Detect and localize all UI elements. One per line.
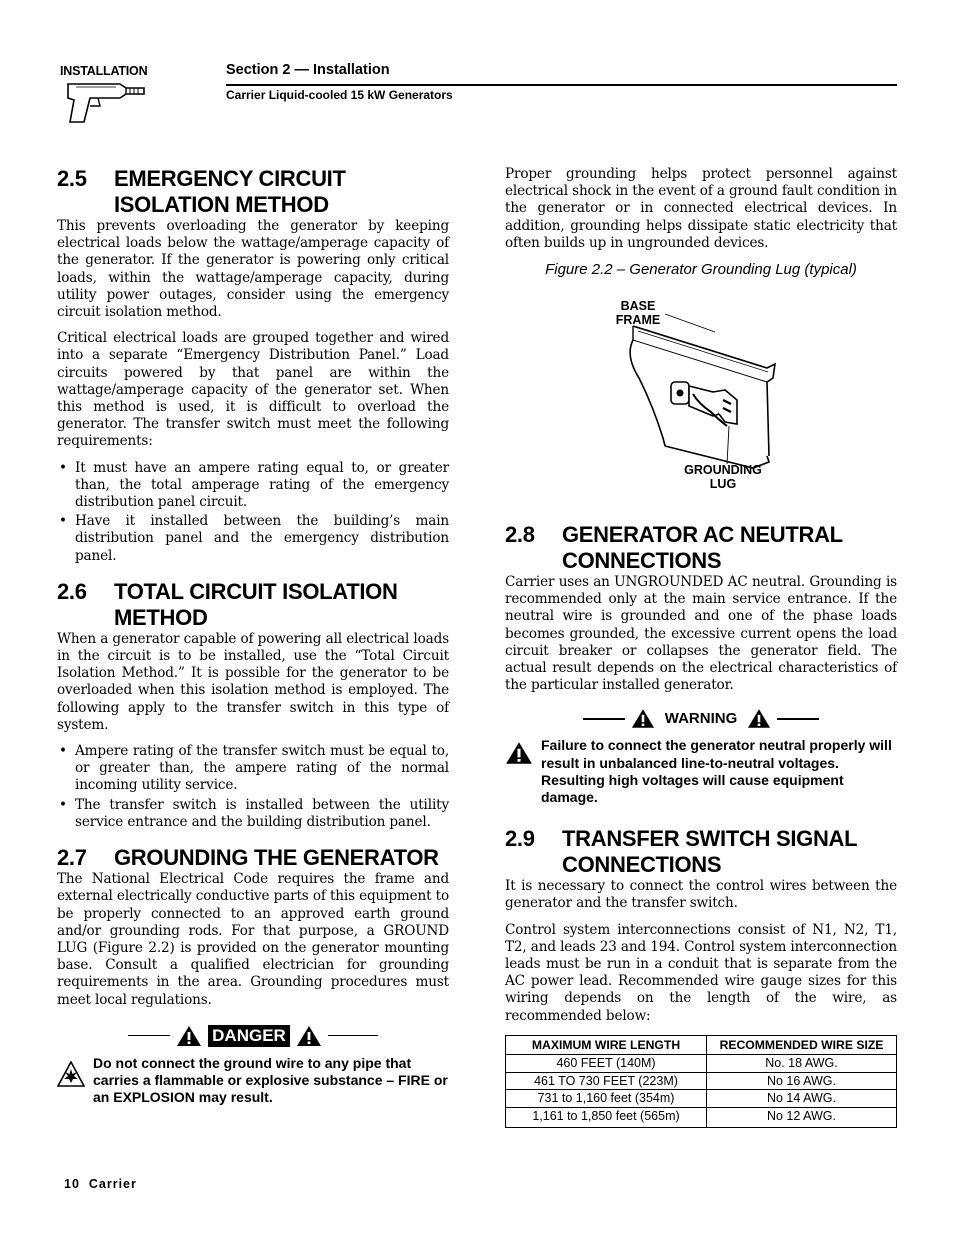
logo-text: INSTALLATION [60,64,148,78]
left-column [57,166,449,1106]
danger-text: Do not connect the ground wire to any pipe that carries a flammable or explosive substance – FIRE or an EXPLOSION may result. [93,1054,448,1106]
section-number: 2.7 [57,845,87,871]
header-subtitle: Carrier Liquid-cooled 15 kW Generators [226,88,453,102]
section-number: 2.9 [505,826,535,852]
table-cell: No. 18 AWG. [707,1055,897,1073]
table-cell: 461 TO 730 FEET (223M) [506,1072,707,1090]
list-item: • It must have an ampere rating equal to, or greater than, the total amperage rating of the emergency distribution panel circuit. [57,460,449,512]
warning-triangle-icon [747,708,771,729]
table-cell: No 12 AWG. [707,1107,897,1128]
section-number: 2.5 [57,166,87,191]
warning-notice [505,737,897,806]
right-column [505,166,897,1128]
installation-logo [58,64,168,134]
column-header: MAXIMUM WIRE LENGTH [506,1035,707,1055]
table-cell: 460 FEET (140M) [506,1055,707,1073]
table-row [506,1055,897,1073]
section-2-5-paragraph-2: Critical electrical loads are grouped together and wired into a separate “Emergency Distribution Panel.” Load circuits powered by that panel are within the wattage/amperage capacity of the generator set. When this method is used, it is difficult to overload the generator. The transfer switch must meet the following requirements: [57,330,449,450]
section-2-7-heading [57,845,449,871]
section-2-7-paragraph-1: The National Electrical Code requires the frame and external electrically conductive parts of this equipment to be properly connected to an approved earth ground and/or grounding rods. For that purpose, a GROUND LUG (Figure 2.2) is provided on the generator mounting base. Consult a qualified electrician for grounding requirements in the area. Grounding procedures must meet local regulations. [57,871,449,1008]
section-2-7-paragraph-2: Proper grounding helps protect personnel against electrical shock in the event of a ground fault condition in the generator or in connected electrical devices. In addition, grounding helps dissipate static electricity that often builds up in ungrounded devices. [505,166,897,251]
table-cell: 731 to 1,160 feet (354m) [506,1090,707,1108]
figure-caption: Figure 2.2 – Generator Grounding Lug (typical) [545,261,857,279]
warning-triangle-icon [631,708,655,729]
base-frame-label: BASE FRAME [615,299,661,327]
warning-triangle-icon [296,1025,322,1047]
section-2-8-paragraph-1: Carrier uses an UNGROUNDED AC neutral. Grounding is recommended only at the main service entrance. If the neutral wire is grounded and one of the phase loads becomes grounded, the excessive current opens the load circuit breaker or collapses the generator field. The actual result depends on the electrical characteristics of the particular installed generator. [505,574,897,694]
list-item: • Have it installed between the building’s main distribution panel and the emergency distribution panel. [57,513,449,565]
header-rule [226,84,897,86]
section-title: EMERGENCY CIRCUIT ISOLATION METHOD [114,166,346,217]
table-row [506,1072,897,1090]
column-header: RECOMMENDED WIRE SIZE [707,1035,897,1055]
table-header-row [506,1035,897,1055]
danger-label: DANGER [208,1025,290,1047]
footer-brand: Carrier [88,1177,137,1191]
section-2-9-paragraph-1: It is necessary to connect the control wires between the generator and the transfer switch. [505,878,897,912]
page-number: 10 [64,1177,80,1191]
section-title: GROUNDING THE GENERATOR [114,845,439,871]
section-2-5-requirements [57,460,449,565]
warning-triangle-icon [505,737,541,770]
list-item: • Ampere rating of the transfer switch must be equal to, or greater than, the ampere rating of the normal incoming utility service. [57,743,449,795]
section-2-9-paragraph-2: Control system interconnections consist of N1, N2, T1, T2, and leads 23 and 194. Control system interconnection leads must be run in a conduit that is separate from the AC power lead. Recommended wire gauge sizes for this wiring depends on the length of the wire, as recommended below: [505,921,897,1024]
section-title: TOTAL CIRCUIT ISOLATION METHOD [114,578,398,630]
table-row [506,1090,897,1108]
section-number: 2.6 [57,578,87,604]
section-2-9-heading [505,826,897,878]
section-title: GENERATOR AC NEUTRAL CONNECTIONS [562,522,843,574]
table-cell: 1,161 to 1,850 feet (565m) [506,1107,707,1128]
danger-notice [57,1055,449,1107]
list-item: • The transfer switch is installed between the utility service entrance and the building distribution panel. [57,797,449,831]
banner-rule [328,1035,378,1037]
warning-banner [505,708,897,729]
banner-rule [583,718,625,720]
table-cell: No 16 AWG. [707,1072,897,1090]
header-section-title: Section 2 — Installation [226,62,390,78]
warning-label: WARNING [664,710,738,728]
banner-rule [128,1035,170,1037]
table-row [506,1107,897,1128]
wire-size-table [505,1035,897,1129]
warning-triangle-icon [176,1025,202,1047]
section-2-6-requirements [57,743,449,831]
section-number: 2.8 [505,522,535,548]
section-2-6-heading [57,579,449,631]
grounding-lug-figure [505,286,897,506]
table-cell: No 14 AWG. [707,1090,897,1108]
banner-rule [777,718,819,720]
grounding-lug-label: GROUNDING LUG [684,463,762,491]
section-2-8-heading [505,522,897,574]
drill-icon [60,78,150,128]
section-2-5-heading [57,166,449,218]
section-title: TRANSFER SWITCH SIGNAL CONNECTIONS [562,826,857,878]
section-2-6-paragraph-1: When a generator capable of powering all electrical loads in the circuit is to be installed, use the “Total Circuit Isolation Method.” It is possible for the generator to be overloaded when this isolation method is employed. The following apply to the transfer switch in this type of system. [57,630,449,733]
danger-banner [57,1025,449,1047]
page-footer [64,1177,137,1191]
explosion-hazard-icon [57,1055,93,1092]
warning-text: Failure to connect the generator neutral properly will result in unbalanced line-to-neutral voltages. Resulting high voltages will cause equipment damage. [541,737,892,806]
section-2-5-paragraph-1: This prevents overloading the generator by keeping electrical loads below the wattage/amperage capacity of the generator. If the generator is powering only critical loads, within the wattage/amperage capacity, during utility power outages, consider using the emergency circuit isolation method. [57,218,449,321]
